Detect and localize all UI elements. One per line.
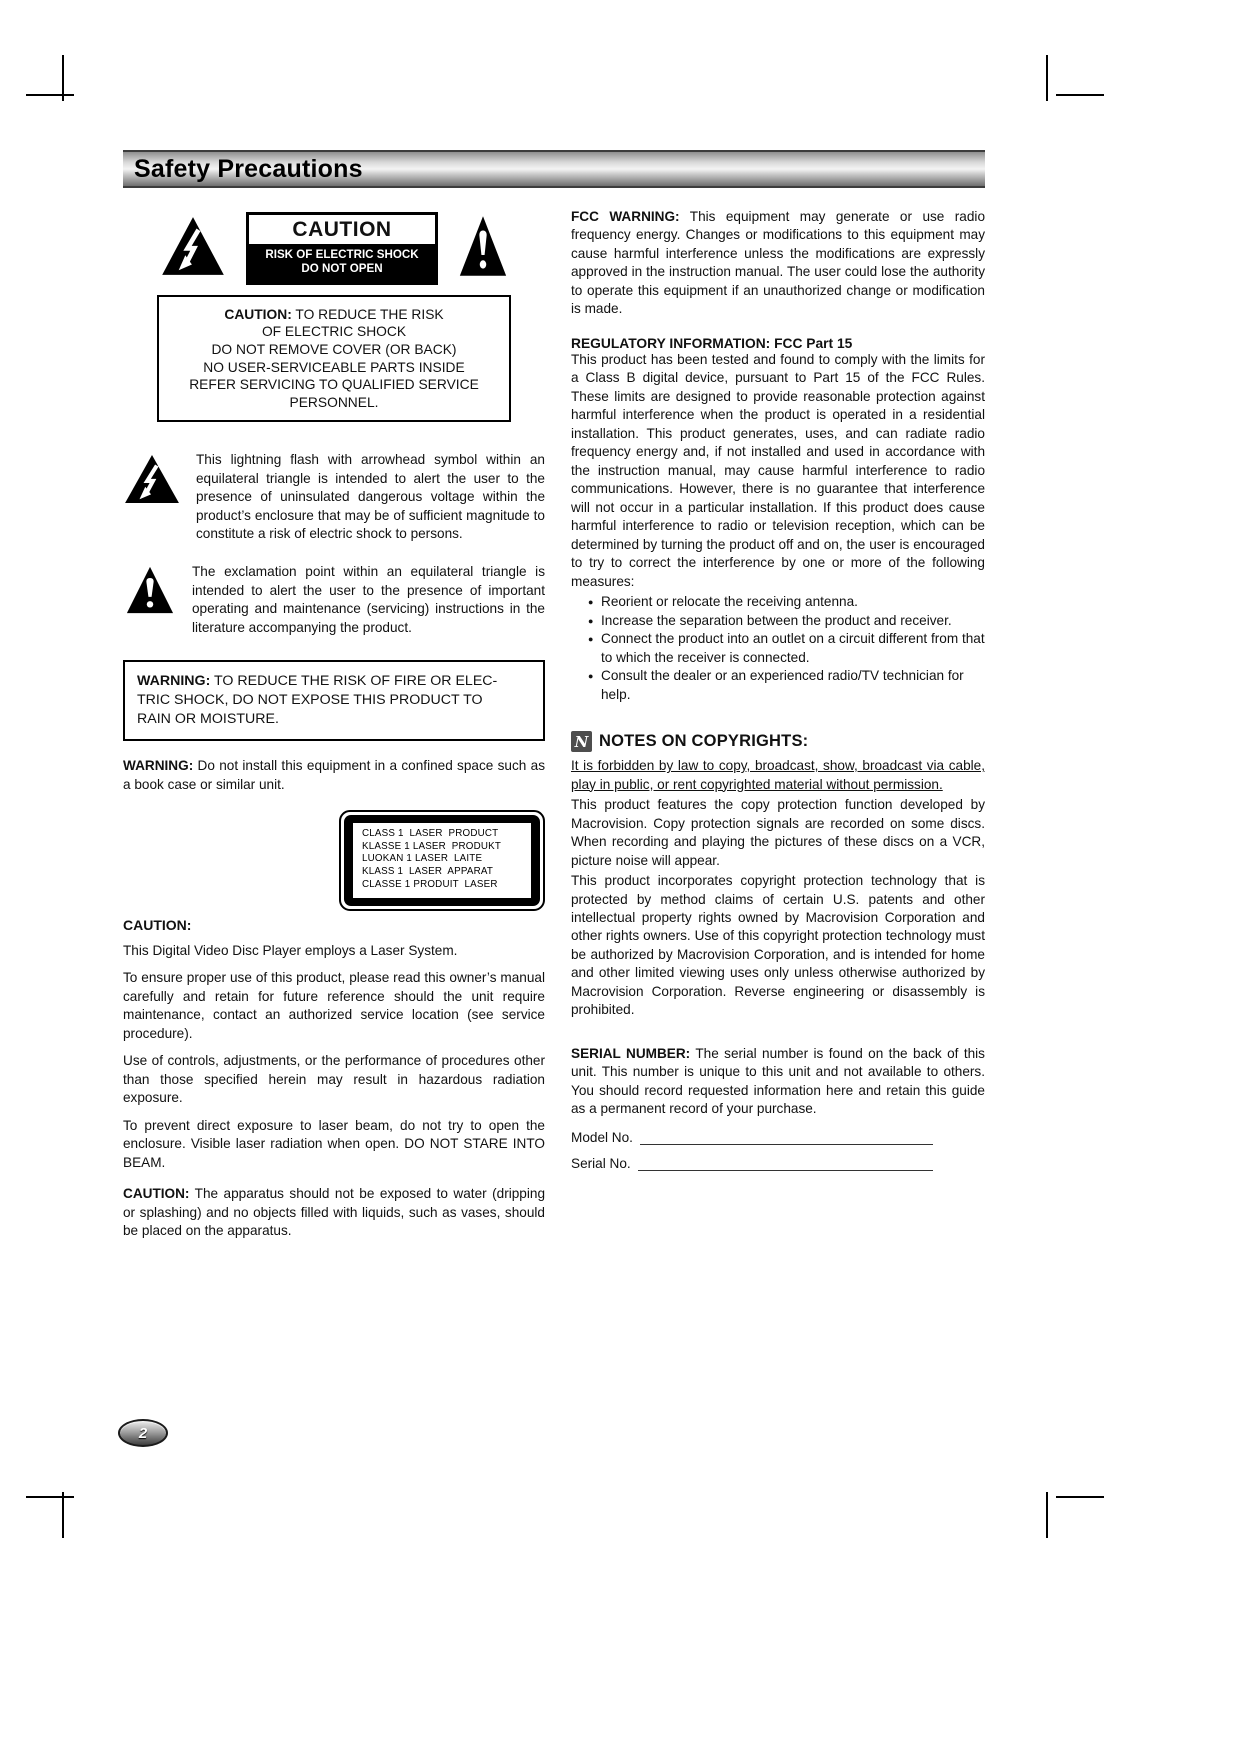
shock-warning-diagram [123, 212, 545, 285]
exclamation-triangle-icon [458, 215, 508, 282]
serial-number-paragraph: SERIAL NUMBER: The serial number is found on the back of this unit. This number is unique to this unit and not available to others. You should record requested information here and retain this guide as a permanent record of your purchase. [571, 1045, 985, 1117]
serial-number-section [571, 1045, 985, 1171]
serial-no-blank-line [638, 1156, 933, 1171]
copyright-prohibition-text: It is forbidden by law to copy, broadcast, show, broadcast via cable, play in public, or rent copyrighted material without permission. [571, 758, 985, 792]
right-column [571, 208, 985, 1240]
lightning-explanation [123, 451, 545, 543]
laser-class-label: CLASS 1 LASER PRODUCT KLASSE 1 LASER PRODUKT LUOKAN 1 LASER LAITE KLASS 1 LASER APPARAT CLASSE 1 PRODUIT LASER [339, 810, 545, 911]
lightning-triangle-icon-small [123, 454, 181, 509]
measure-item-1: ● Reorient or relocate the receiving antenna. [571, 593, 985, 611]
lightning-triangle-icon [160, 216, 226, 281]
regulatory-heading: REGULATORY INFORMATION: FCC Part 15 [571, 335, 853, 351]
lightning-explanation-text: This lightning flash with arrowhead symbol within an equilateral triangle is intended to alert the user to the presence of uninsulated dangerous voltage within the product’s enclosure that may be of sufficient magnitude to constitute a risk of electric shock to persons. [196, 452, 545, 541]
model-no-blank-line [640, 1130, 933, 1145]
fcc-warning-paragraph: FCC WARNING: This equipment may generate or use radio frequency energy. Changes or modifications to this equipment may cause harmful interference unless the modifications are expressly approved in the instruction manual. The user could lose the authority to operate this equipment if an unauthorized change or modification is made. [571, 209, 985, 317]
copyright-paragraph-1: This product features the copy protection function developed by Macrovision. Copy protection signals are recorded on some discs. When recording and playing the pictures of these discs on a VCR, picture noise will appear. [571, 797, 985, 868]
electric-shock-caution-box: CAUTION: TO REDUCE THE RISK OF ELECTRIC SHOCK DO NOT REMOVE COVER (OR BACK) NO USER-SERVICEABLE PARTS INSIDE REFER SERVICING TO QUALIFIED SERVICE PERSONNEL. [157, 295, 511, 422]
page-title: Safety Precautions [134, 154, 363, 183]
copyrights-heading: NOTES ON COPYRIGHTS: [599, 732, 809, 751]
crop-mark-bottom-right-v [1046, 1492, 1048, 1538]
crop-mark-top-left-h [26, 94, 74, 96]
crop-mark-bottom-left-h [26, 1496, 74, 1498]
serial-no-label: Serial No. [571, 1155, 631, 1171]
caution-label-title: CAUTION [292, 218, 392, 241]
exclamation-explanation-text: The exclamation point within an equilateral triangle is intended to alert the user to the presence of important operating and maintenance (servicing) instructions in the literature accompanying the product. [192, 564, 545, 635]
caution-paragraph-2: To ensure proper use of this product, please read this owner’s manual carefully and retain for future reference should the unit require maintenance, contact an authorized service location (see service procedure). [123, 970, 545, 1041]
caution-paragraph-4: To prevent direct exposure to laser beam, do not try to open the enclosure. Visible laser radiation when open. DO NOT STARE INTO BEAM. [123, 1117, 545, 1170]
measure-item-2: ● Increase the separation between the product and receiver. [571, 612, 985, 630]
page-number-badge [118, 1419, 168, 1447]
caution-label-box [246, 212, 438, 285]
crop-mark-top-right-v [1046, 55, 1048, 101]
fire-shock-warning-box: WARNING: TO REDUCE THE RISK OF FIRE OR ELEC- TRIC SHOCK, DO NOT EXPOSE THIS PRODUCT TO RAIN OR MOISTURE. [123, 660, 545, 741]
copyrights-heading-row [571, 731, 985, 752]
left-column [123, 208, 545, 1240]
copyrights-section [571, 731, 985, 1020]
caution-section-heading: CAUTION: [123, 916, 192, 933]
model-no-label: Model No. [571, 1129, 633, 1145]
model-no-row [571, 1130, 985, 1145]
measure-item-3: ● Connect the product into an outlet on a circuit different from that to which the receiver is connected. [571, 630, 985, 667]
confined-space-warning: WARNING: Do not install this equipment in a confined space such as a book case or similar unit. [123, 758, 545, 792]
measure-item-4: ● Consult the dealer or an experienced radio/TV technician for help. [571, 667, 985, 704]
regulatory-body: This product has been tested and found to comply with the limits for a Class B digital device, pursuant to Part 15 of the FCC Rules. These limits are designed to provide reasonable protection against harmful interference when the product is operated in a residential installation. This product generates, uses, and can radiate radio frequency energy and, if not installed and used in accordance with the instruction manual, may cause harmful interference to radio communications. However, there is no guarantee that interference will not occur in a particular installation. If this product does cause harmful interference to radio or television reception, which can be determined by turning the product off and on, the user is encouraged to try to correct the interference by one or more of the following measures: [571, 351, 985, 589]
copyright-paragraph-2: This product incorporates copyright protection technology that is protected by method claims of certain U.S. patents and other intellectual property rights owned by Macrovision Corporation and other rights owners. Use of this copyright protection technology must be authorized by Macrovision Corporation, and is intended for home and other limited viewing uses only unless otherwise authorized by Macrovision Corporation. Reverse engineering or disassembly is prohibited. [571, 873, 985, 1018]
page-content [123, 150, 985, 1240]
crop-mark-top-right-h [1056, 94, 1104, 96]
script-n-icon: N [571, 731, 592, 752]
exclamation-explanation [123, 563, 545, 637]
interference-measures-list [571, 593, 985, 704]
exclamation-triangle-icon-small [123, 566, 177, 619]
caution-paragraph-3: Use of controls, adjustments, or the performance of procedures other than those specified herein may result in hazardous radiation exposure. [123, 1053, 545, 1106]
page-number: 2 [138, 1424, 148, 1442]
caution-label-text: RISK OF ELECTRIC SHOCK DO NOT OPEN [249, 244, 435, 282]
water-exposure-caution: CAUTION: The apparatus should not be exposed to water (dripping or splashing) and no objects filled with liquids, such as vases, should be placed on the apparatus. [123, 1186, 546, 1238]
section-header-bar [123, 150, 985, 188]
serial-no-row [571, 1156, 985, 1171]
crop-mark-bottom-left-v [62, 1492, 64, 1538]
caution-paragraph-1: This Digital Video Disc Player employs a Laser System. [123, 942, 458, 958]
crop-mark-bottom-right-h [1056, 1496, 1104, 1498]
